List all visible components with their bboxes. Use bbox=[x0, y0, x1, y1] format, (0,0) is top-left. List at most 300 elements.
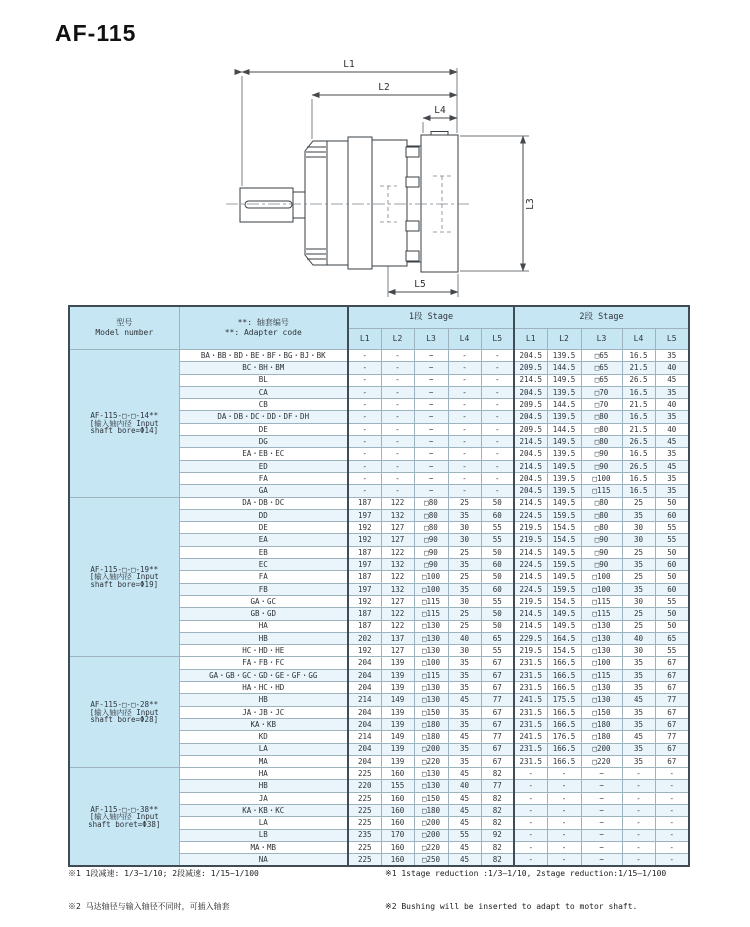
stage1-cell: - bbox=[481, 485, 514, 497]
stage1-cell: - bbox=[348, 436, 381, 448]
stage1-cell: □130 bbox=[414, 620, 448, 632]
stage1-cell: 139 bbox=[381, 657, 414, 669]
stage2-cell: 35 bbox=[655, 350, 689, 362]
stage2-cell: □150 bbox=[581, 706, 622, 718]
stage2-cell: 164.5 bbox=[547, 632, 581, 644]
stage1-cell: □250 bbox=[414, 854, 448, 867]
stage2-cell: 209.5 bbox=[514, 423, 547, 435]
stage1-cell: - bbox=[448, 350, 481, 362]
stage2-cell: − bbox=[581, 768, 622, 780]
stage2-cell: 204.5 bbox=[514, 472, 547, 484]
stage2-cell: 231.5 bbox=[514, 669, 547, 681]
stage2-cell: 159.5 bbox=[547, 559, 581, 571]
header-adapter-en: **: Adapter code bbox=[224, 328, 302, 337]
stage1-cell: - bbox=[348, 374, 381, 386]
stage2-cell: 35 bbox=[622, 706, 655, 718]
stage1-cell: 204 bbox=[348, 657, 381, 669]
stage2-cell: - bbox=[655, 792, 689, 804]
stage1-cell: 82 bbox=[481, 792, 514, 804]
stage2-cell: 35 bbox=[622, 718, 655, 730]
model-cell: AF-115-□-□-19** [输入轴内径 Input shaft bore=Φ19] bbox=[69, 497, 179, 657]
stage1-cell: 45 bbox=[448, 804, 481, 816]
stage1-cell: 50 bbox=[481, 608, 514, 620]
stage2-cell: - bbox=[622, 792, 655, 804]
stage1-cell: 187 bbox=[348, 546, 381, 558]
stage2-cell: □90 bbox=[581, 534, 622, 546]
adapter-cell: FA bbox=[179, 571, 348, 583]
stage2-cell: 214.5 bbox=[514, 374, 547, 386]
stage1-cell: 187 bbox=[348, 620, 381, 632]
dim-label-l4: L4 bbox=[434, 105, 446, 116]
stage1-cell: □200 bbox=[414, 743, 448, 755]
stage2-cell: 67 bbox=[655, 755, 689, 767]
stage2-cell: 50 bbox=[655, 620, 689, 632]
stage2-cell: - bbox=[655, 841, 689, 853]
stage2-cell: 214.5 bbox=[514, 436, 547, 448]
stage1-cell: 137 bbox=[381, 632, 414, 644]
stage2-cell: 166.5 bbox=[547, 755, 581, 767]
stage1-cell: 225 bbox=[348, 804, 381, 816]
stage2-cell: 35 bbox=[622, 669, 655, 681]
stage2-cell: □130 bbox=[581, 620, 622, 632]
stage2-cell: 159.5 bbox=[547, 509, 581, 521]
stage1-cell: 60 bbox=[481, 559, 514, 571]
stage1-cell: - bbox=[381, 423, 414, 435]
stage2-cell: 25 bbox=[622, 620, 655, 632]
stage2-cell: - bbox=[655, 780, 689, 792]
stage1-cell: - bbox=[381, 399, 414, 411]
stage1-cell: 35 bbox=[448, 669, 481, 681]
model-cell: AF-115-□-□-28** [输入轴内径 Input shaft bore=Φ28] bbox=[69, 657, 179, 768]
stage2-cell: □130 bbox=[581, 645, 622, 657]
stage1-cell: 197 bbox=[348, 509, 381, 521]
stage2-cell: 166.5 bbox=[547, 718, 581, 730]
adapter-cell: DE bbox=[179, 423, 348, 435]
stage1-cell: □100 bbox=[414, 657, 448, 669]
stage1-cell: 45 bbox=[448, 731, 481, 743]
stage2-cell: - bbox=[655, 829, 689, 841]
adapter-cell: CB bbox=[179, 399, 348, 411]
stage1-cell: 82 bbox=[481, 854, 514, 867]
stage1-cell: 35 bbox=[448, 583, 481, 595]
stage2-cell: □65 bbox=[581, 350, 622, 362]
stage1-cell: □130 bbox=[414, 768, 448, 780]
stage1-cell: 155 bbox=[381, 780, 414, 792]
stage2-cell: 214.5 bbox=[514, 497, 547, 509]
header-stage2: 2段 Stage bbox=[514, 306, 689, 329]
stage1-cell: - bbox=[448, 411, 481, 423]
stage1-cell: − bbox=[414, 448, 448, 460]
stage2-cell: □65 bbox=[581, 362, 622, 374]
header-dim: L5 bbox=[655, 329, 689, 350]
stage1-cell: 45 bbox=[448, 694, 481, 706]
stage1-cell: 25 bbox=[448, 620, 481, 632]
stage1-cell: 204 bbox=[348, 743, 381, 755]
stage1-cell: 122 bbox=[381, 571, 414, 583]
stage2-cell: □90 bbox=[581, 460, 622, 472]
stage2-cell: 25 bbox=[622, 571, 655, 583]
stage1-cell: − bbox=[414, 362, 448, 374]
stage2-cell: 149.5 bbox=[547, 608, 581, 620]
stage2-cell: 149.5 bbox=[547, 497, 581, 509]
stage1-cell: 67 bbox=[481, 669, 514, 681]
stage2-cell: 35 bbox=[655, 485, 689, 497]
stage1-cell: - bbox=[381, 362, 414, 374]
stage2-cell: 60 bbox=[655, 559, 689, 571]
stage1-cell: □100 bbox=[414, 571, 448, 583]
stage2-cell: 139.5 bbox=[547, 386, 581, 398]
stage2-cell: 204.5 bbox=[514, 350, 547, 362]
stage1-cell: □220 bbox=[414, 841, 448, 853]
stage1-cell: 77 bbox=[481, 694, 514, 706]
stage2-cell: − bbox=[581, 817, 622, 829]
stage2-cell: - bbox=[622, 804, 655, 816]
stage2-cell: 204.5 bbox=[514, 411, 547, 423]
stage1-cell: 92 bbox=[481, 829, 514, 841]
stage1-cell: 50 bbox=[481, 571, 514, 583]
stage2-cell: 50 bbox=[655, 571, 689, 583]
stage2-cell: □115 bbox=[581, 595, 622, 607]
stage1-cell: 214 bbox=[348, 694, 381, 706]
stage1-cell: - bbox=[481, 350, 514, 362]
stage2-cell: 55 bbox=[655, 534, 689, 546]
stage2-cell: 175.5 bbox=[547, 694, 581, 706]
stage1-cell: 77 bbox=[481, 731, 514, 743]
stage2-cell: − bbox=[581, 780, 622, 792]
adapter-cell: DA・DB・DC・DD・DF・DH bbox=[179, 411, 348, 423]
stage1-cell: - bbox=[481, 374, 514, 386]
stage1-cell: - bbox=[448, 423, 481, 435]
stage1-cell: 35 bbox=[448, 718, 481, 730]
stage2-cell: - bbox=[547, 854, 581, 867]
adapter-cell: HA bbox=[179, 620, 348, 632]
stage1-cell: - bbox=[381, 460, 414, 472]
stage1-cell: 160 bbox=[381, 854, 414, 867]
adapter-cell: HB bbox=[179, 632, 348, 644]
stage2-cell: 45 bbox=[655, 374, 689, 386]
stage1-cell: □115 bbox=[414, 595, 448, 607]
stage2-cell: 35 bbox=[622, 743, 655, 755]
stage2-cell: □115 bbox=[581, 608, 622, 620]
stage2-cell: 224.5 bbox=[514, 583, 547, 595]
model-cell: AF-115-□-□-14** [输入轴内径 Input shaft bore=Φ14] bbox=[69, 350, 179, 498]
stage1-cell: - bbox=[381, 436, 414, 448]
stage1-cell: - bbox=[348, 423, 381, 435]
stage1-cell: − bbox=[414, 436, 448, 448]
stage2-cell: 204.5 bbox=[514, 485, 547, 497]
stage2-cell: 166.5 bbox=[547, 706, 581, 718]
stage2-cell: 30 bbox=[622, 645, 655, 657]
stage2-cell: 219.5 bbox=[514, 595, 547, 607]
stage1-cell: 225 bbox=[348, 817, 381, 829]
header-dim: L2 bbox=[381, 329, 414, 350]
stage1-cell: □130 bbox=[414, 694, 448, 706]
stage2-cell: 209.5 bbox=[514, 399, 547, 411]
adapter-cell: EA・EB・EC bbox=[179, 448, 348, 460]
adapter-cell: GA・GB・GC・GD・GE・GF・GG bbox=[179, 669, 348, 681]
stage1-cell: □100 bbox=[414, 583, 448, 595]
stage2-cell: − bbox=[581, 804, 622, 816]
stage1-cell: 139 bbox=[381, 706, 414, 718]
stage2-cell: 67 bbox=[655, 669, 689, 681]
adapter-cell: BL bbox=[179, 374, 348, 386]
stage1-cell: □80 bbox=[414, 509, 448, 521]
stage2-cell: - bbox=[655, 804, 689, 816]
stage2-cell: 60 bbox=[655, 583, 689, 595]
stage1-cell: 122 bbox=[381, 620, 414, 632]
header-dim: L4 bbox=[448, 329, 481, 350]
stage1-cell: 127 bbox=[381, 595, 414, 607]
stage1-cell: − bbox=[414, 411, 448, 423]
stage2-cell: 45 bbox=[622, 731, 655, 743]
stage1-cell: - bbox=[448, 436, 481, 448]
adapter-cell: FA bbox=[179, 472, 348, 484]
table-row bbox=[69, 768, 689, 780]
model-cell: AF-115-□-□-38** [输入轴内径 Input shaft boret=Φ38] bbox=[69, 768, 179, 867]
adapter-cell: EA bbox=[179, 534, 348, 546]
stage1-cell: 160 bbox=[381, 817, 414, 829]
stage2-cell: - bbox=[622, 829, 655, 841]
stage1-cell: - bbox=[448, 386, 481, 398]
stage2-cell: - bbox=[514, 854, 547, 867]
stage1-cell: 67 bbox=[481, 682, 514, 694]
adapter-cell: MA・MB bbox=[179, 841, 348, 853]
stage2-cell: □70 bbox=[581, 386, 622, 398]
stage2-cell: - bbox=[655, 854, 689, 867]
stage1-cell: 25 bbox=[448, 497, 481, 509]
stage2-cell: 26.5 bbox=[622, 460, 655, 472]
stage2-cell: 214.5 bbox=[514, 571, 547, 583]
stage2-cell: 30 bbox=[622, 522, 655, 534]
stage1-cell: 225 bbox=[348, 841, 381, 853]
stage2-cell: 77 bbox=[655, 731, 689, 743]
stage1-cell: 45 bbox=[448, 817, 481, 829]
stage1-cell: - bbox=[348, 411, 381, 423]
stage2-cell: 67 bbox=[655, 706, 689, 718]
stage1-cell: 127 bbox=[381, 645, 414, 657]
stage2-cell: 166.5 bbox=[547, 669, 581, 681]
stage1-cell: 204 bbox=[348, 718, 381, 730]
stage1-cell: - bbox=[448, 374, 481, 386]
stage1-cell: 67 bbox=[481, 706, 514, 718]
footnote-en-1: ※1 1stage reduction :1/3–1/10, 2stage reduction:1/15–1/100 bbox=[385, 869, 667, 878]
stage2-cell: 25 bbox=[622, 497, 655, 509]
stage2-cell: - bbox=[514, 768, 547, 780]
stage1-cell: 30 bbox=[448, 645, 481, 657]
stage1-cell: 149 bbox=[381, 731, 414, 743]
adapter-cell: CA bbox=[179, 386, 348, 398]
adapter-cell: LA bbox=[179, 743, 348, 755]
stage2-cell: - bbox=[655, 768, 689, 780]
adapter-cell: LB bbox=[179, 829, 348, 841]
gearbox-dimension-drawing bbox=[0, 40, 750, 302]
stage2-cell: 139.5 bbox=[547, 485, 581, 497]
stage1-cell: 235 bbox=[348, 829, 381, 841]
stage2-cell: - bbox=[514, 817, 547, 829]
stage1-cell: - bbox=[348, 460, 381, 472]
stage2-cell: - bbox=[547, 768, 581, 780]
header-dim: L2 bbox=[547, 329, 581, 350]
stage2-cell: - bbox=[547, 817, 581, 829]
stage2-cell: □200 bbox=[581, 743, 622, 755]
dim-label-l2: L2 bbox=[378, 82, 390, 93]
adapter-cell: HB bbox=[179, 694, 348, 706]
stage2-cell: □90 bbox=[581, 559, 622, 571]
stage1-cell: 187 bbox=[348, 608, 381, 620]
stage2-cell: 231.5 bbox=[514, 743, 547, 755]
stage2-cell: 154.5 bbox=[547, 645, 581, 657]
stage1-cell: □115 bbox=[414, 669, 448, 681]
stage2-cell: 40 bbox=[655, 399, 689, 411]
stage2-cell: 231.5 bbox=[514, 755, 547, 767]
stage2-cell: □65 bbox=[581, 374, 622, 386]
header-dim: L3 bbox=[414, 329, 448, 350]
stage2-cell: □90 bbox=[581, 546, 622, 558]
footnotes-english bbox=[385, 846, 666, 927]
stage1-cell: 40 bbox=[448, 780, 481, 792]
stage1-cell: 197 bbox=[348, 559, 381, 571]
header-dim: L1 bbox=[514, 329, 547, 350]
header-adapter bbox=[179, 306, 348, 350]
stage1-cell: − bbox=[414, 374, 448, 386]
stage1-cell: - bbox=[448, 448, 481, 460]
stage1-cell: 122 bbox=[381, 546, 414, 558]
stage2-cell: 154.5 bbox=[547, 522, 581, 534]
stage2-cell: 154.5 bbox=[547, 534, 581, 546]
page-title: AF-115 bbox=[55, 20, 137, 46]
stage2-cell: □220 bbox=[581, 755, 622, 767]
stage1-cell: □90 bbox=[414, 546, 448, 558]
stage1-cell: 139 bbox=[381, 669, 414, 681]
stage1-cell: 139 bbox=[381, 682, 414, 694]
stage1-cell: 225 bbox=[348, 768, 381, 780]
stage1-cell: 82 bbox=[481, 804, 514, 816]
stage2-cell: 16.5 bbox=[622, 485, 655, 497]
stage2-cell: 35 bbox=[655, 472, 689, 484]
stage2-cell: - bbox=[547, 829, 581, 841]
stage1-cell: - bbox=[348, 386, 381, 398]
stage1-cell: − bbox=[414, 399, 448, 411]
stage1-cell: - bbox=[348, 448, 381, 460]
stage2-cell: 154.5 bbox=[547, 595, 581, 607]
stage1-cell: 132 bbox=[381, 509, 414, 521]
adapter-cell: DD bbox=[179, 509, 348, 521]
stage2-cell: □90 bbox=[581, 448, 622, 460]
adapter-cell: BA・BB・BD・BE・BF・BG・BJ・BK bbox=[179, 350, 348, 362]
stage1-cell: - bbox=[381, 386, 414, 398]
stage1-cell: 50 bbox=[481, 620, 514, 632]
stage1-cell: - bbox=[348, 472, 381, 484]
stage1-cell: □150 bbox=[414, 706, 448, 718]
stage1-cell: - bbox=[448, 460, 481, 472]
stage1-cell: □180 bbox=[414, 804, 448, 816]
stage2-cell: 166.5 bbox=[547, 682, 581, 694]
stage2-cell: □100 bbox=[581, 657, 622, 669]
stage1-cell: 67 bbox=[481, 657, 514, 669]
stage2-cell: 149.5 bbox=[547, 620, 581, 632]
stage2-cell: 214.5 bbox=[514, 608, 547, 620]
stage2-cell: 30 bbox=[622, 595, 655, 607]
stage1-cell: 220 bbox=[348, 780, 381, 792]
stage2-cell: 45 bbox=[655, 460, 689, 472]
stage2-cell: □115 bbox=[581, 669, 622, 681]
stage1-cell: - bbox=[481, 448, 514, 460]
stage2-cell: □70 bbox=[581, 399, 622, 411]
footnote-en-2: ※2 Bushing will be inserted to adapt to motor shaft. bbox=[385, 902, 638, 911]
stage2-cell: □115 bbox=[581, 485, 622, 497]
stage1-cell: □80 bbox=[414, 522, 448, 534]
dim-label-l5: L5 bbox=[414, 279, 426, 290]
stage1-cell: - bbox=[448, 399, 481, 411]
stage1-cell: 82 bbox=[481, 841, 514, 853]
stage1-cell: 67 bbox=[481, 718, 514, 730]
stage1-cell: − bbox=[414, 350, 448, 362]
spec-table bbox=[68, 305, 690, 867]
stage1-cell: 204 bbox=[348, 682, 381, 694]
stage2-cell: 144.5 bbox=[547, 399, 581, 411]
stage2-cell: 35 bbox=[622, 559, 655, 571]
stage2-cell: 204.5 bbox=[514, 386, 547, 398]
stage1-cell: 187 bbox=[348, 497, 381, 509]
stage2-cell: 35 bbox=[622, 657, 655, 669]
adapter-cell: HB bbox=[179, 780, 348, 792]
table-row bbox=[69, 497, 689, 509]
stage2-cell: 166.5 bbox=[547, 743, 581, 755]
adapter-cell: DG bbox=[179, 436, 348, 448]
stage2-cell: 16.5 bbox=[622, 448, 655, 460]
stage2-cell: 229.5 bbox=[514, 632, 547, 644]
stage1-cell: 45 bbox=[448, 792, 481, 804]
stage2-cell: 231.5 bbox=[514, 657, 547, 669]
stage2-cell: 50 bbox=[655, 497, 689, 509]
stage2-cell: 77 bbox=[655, 694, 689, 706]
stage2-cell: 204.5 bbox=[514, 448, 547, 460]
stage1-cell: − bbox=[414, 386, 448, 398]
stage1-cell: □200 bbox=[414, 829, 448, 841]
adapter-cell: ED bbox=[179, 460, 348, 472]
adapter-cell: GA・GC bbox=[179, 595, 348, 607]
stage1-cell: 45 bbox=[448, 768, 481, 780]
stage2-cell: 224.5 bbox=[514, 559, 547, 571]
stage1-cell: 132 bbox=[381, 583, 414, 595]
stage1-cell: − bbox=[414, 423, 448, 435]
stage1-cell: 214 bbox=[348, 731, 381, 743]
stage1-cell: - bbox=[481, 386, 514, 398]
adapter-cell: EC bbox=[179, 559, 348, 571]
stage2-cell: - bbox=[655, 817, 689, 829]
stage1-cell: 35 bbox=[448, 743, 481, 755]
stage2-cell: □100 bbox=[581, 472, 622, 484]
stage2-cell: 209.5 bbox=[514, 362, 547, 374]
stage1-cell: 204 bbox=[348, 706, 381, 718]
stage2-cell: □100 bbox=[581, 583, 622, 595]
adapter-cell: BC・BH・BM bbox=[179, 362, 348, 374]
stage1-cell: - bbox=[448, 362, 481, 374]
stage1-cell: - bbox=[481, 399, 514, 411]
stage1-cell: − bbox=[414, 460, 448, 472]
stage2-cell: 16.5 bbox=[622, 472, 655, 484]
stage2-cell: 67 bbox=[655, 682, 689, 694]
stage2-cell: 139.5 bbox=[547, 350, 581, 362]
stage1-cell: □115 bbox=[414, 608, 448, 620]
stage1-cell: 139 bbox=[381, 743, 414, 755]
stage1-cell: 35 bbox=[448, 755, 481, 767]
stage1-cell: 127 bbox=[381, 522, 414, 534]
stage2-cell: 25 bbox=[622, 546, 655, 558]
stage1-cell: - bbox=[448, 485, 481, 497]
adapter-cell: NA bbox=[179, 854, 348, 867]
stage1-cell: 132 bbox=[381, 559, 414, 571]
